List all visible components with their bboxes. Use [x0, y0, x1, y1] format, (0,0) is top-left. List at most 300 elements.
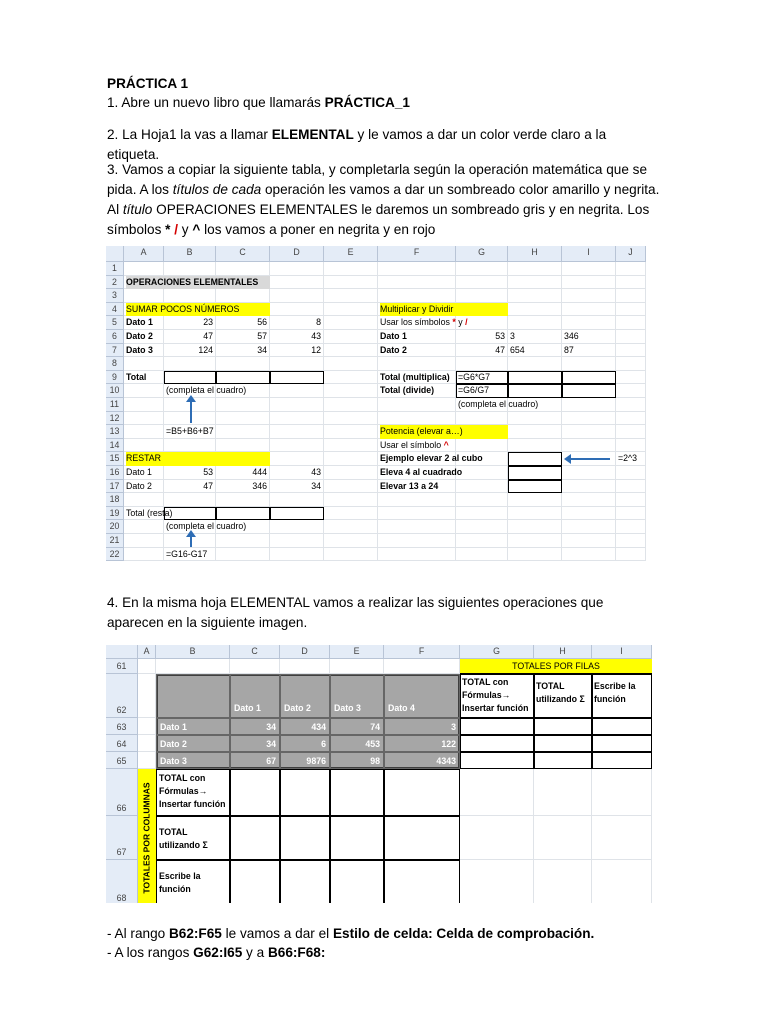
totales-filas-cell[interactable]: [460, 735, 534, 752]
column-header-i[interactable]: I: [592, 645, 652, 659]
grid-cell[interactable]: [270, 357, 324, 371]
row-header-4[interactable]: 4: [106, 303, 124, 317]
row-header-10[interactable]: 10: [106, 384, 124, 398]
column-header-e[interactable]: E: [324, 246, 378, 262]
grid-cell[interactable]: [324, 330, 378, 344]
row-header-68[interactable]: 68: [106, 860, 138, 903]
grid-cell[interactable]: [270, 520, 324, 534]
grid-cell[interactable]: [138, 674, 156, 718]
grid-cell[interactable]: [508, 303, 562, 317]
grid-cell[interactable]: [324, 303, 378, 317]
grid-cell[interactable]: [616, 262, 646, 276]
row-header-11[interactable]: 11: [106, 398, 124, 412]
row-header-7[interactable]: 7: [106, 344, 124, 358]
totales-filas-cell[interactable]: [534, 718, 592, 735]
grid-cell[interactable]: [456, 412, 508, 426]
column-header-f[interactable]: F: [378, 246, 456, 262]
grid-cell[interactable]: [216, 357, 270, 371]
totales-columnas-cell[interactable]: [384, 816, 460, 860]
step-3-text-f: los vamos a poner en negrita y en rojo: [200, 222, 436, 237]
grid-cell[interactable]: [124, 412, 164, 426]
label-elevar-13: Elevar 13 a 24: [380, 480, 439, 491]
grid-cell[interactable]: [230, 659, 280, 674]
grid-cell[interactable]: [508, 357, 562, 371]
grid-cell[interactable]: [508, 316, 562, 330]
grid-cell[interactable]: [460, 860, 534, 903]
grid-cell[interactable]: [616, 316, 646, 330]
potencia-input-box[interactable]: [508, 452, 562, 466]
grid-cell[interactable]: [616, 480, 646, 494]
grid-cell[interactable]: [124, 262, 164, 276]
grid-cell[interactable]: [324, 289, 378, 303]
step-1-text: 1. Abre un nuevo libro que llamarás: [107, 95, 325, 110]
grid-cell[interactable]: [124, 548, 164, 562]
grid-cell[interactable]: [616, 384, 646, 398]
grid-cell[interactable]: [164, 439, 216, 453]
potencia-input-box[interactable]: [508, 480, 562, 494]
grid-cell[interactable]: [616, 289, 646, 303]
row-header-17[interactable]: 17: [106, 480, 124, 494]
grid-cell[interactable]: [164, 262, 216, 276]
column-header-j[interactable]: J: [616, 246, 646, 262]
grid-cell[interactable]: [456, 357, 508, 371]
value-cell[interactable]: 34: [230, 735, 280, 752]
grid-cell[interactable]: [324, 384, 378, 398]
grid-cell[interactable]: [124, 534, 164, 548]
cell-text-line: TOTAL: [159, 827, 188, 837]
row-header-22[interactable]: 22: [106, 548, 124, 562]
grid-cell[interactable]: [378, 276, 456, 290]
grid-cell[interactable]: [270, 398, 324, 412]
label-total: Total: [126, 371, 147, 382]
column-header-c[interactable]: C: [216, 246, 270, 262]
mult-value: 654: [510, 344, 525, 355]
row-header-2[interactable]: 2: [106, 276, 124, 290]
grid-cell[interactable]: [562, 534, 616, 548]
label-escribe-funcion: [159, 870, 227, 903]
grid-cell[interactable]: [508, 548, 562, 562]
sum-value: 12: [311, 344, 321, 355]
grid-cell[interactable]: [384, 659, 460, 674]
mult-input-box[interactable]: [562, 371, 616, 385]
mult-input-box[interactable]: [508, 384, 562, 398]
sum-value: 56: [257, 317, 267, 328]
grid-cell[interactable]: [508, 289, 562, 303]
total-input-box[interactable]: [164, 371, 216, 385]
column-header-f[interactable]: F: [384, 645, 460, 659]
usar-simbolos-part: Usar los símbolos: [380, 317, 453, 328]
row-header-9[interactable]: 9: [106, 371, 124, 385]
total-resta-input-box[interactable]: [164, 507, 216, 521]
total-input-box[interactable]: [270, 371, 324, 385]
grid-cell[interactable]: [270, 262, 324, 276]
column-header-i[interactable]: I: [562, 246, 616, 262]
step-3: [107, 160, 662, 240]
grid-cell[interactable]: [456, 493, 508, 507]
grid-cell[interactable]: [324, 466, 378, 480]
grid-cell[interactable]: [324, 520, 378, 534]
mult-input-box[interactable]: [508, 371, 562, 385]
column-header-h[interactable]: H: [534, 645, 592, 659]
totales-columnas-cell[interactable]: [280, 769, 330, 816]
row-header-62[interactable]: 62: [106, 674, 138, 718]
rest-value: 47: [203, 480, 213, 491]
grid-cell[interactable]: [508, 425, 562, 439]
grid-cell[interactable]: [324, 534, 378, 548]
bullet-1: [107, 924, 662, 944]
grid-cell[interactable]: [456, 520, 508, 534]
title-multiplicar-dividir: Multiplicar y Dividir: [380, 303, 508, 317]
grid-cell[interactable]: [616, 493, 646, 507]
grid-cell[interactable]: [616, 371, 646, 385]
value-cell[interactable]: 9876: [280, 752, 330, 769]
row-header-67[interactable]: 67: [106, 816, 138, 860]
grid-cell[interactable]: [270, 452, 324, 466]
row-header-8[interactable]: 8: [106, 357, 124, 371]
grid-cell[interactable]: [378, 289, 456, 303]
row-header-65[interactable]: 65: [106, 752, 138, 769]
header-total-formulas: [462, 676, 532, 716]
grid-cell[interactable]: [270, 384, 324, 398]
grid-cell[interactable]: [324, 480, 378, 494]
column-header-c[interactable]: C: [230, 645, 280, 659]
totales-filas-cell[interactable]: [460, 718, 534, 735]
grid-cell[interactable]: [378, 398, 456, 412]
grid-cell[interactable]: [616, 412, 646, 426]
step-2-text-b: y le vamos a dar un color verde claro a la etiqueta.: [107, 127, 607, 162]
grid-cell[interactable]: [138, 752, 156, 769]
row-header-16[interactable]: 16: [106, 466, 124, 480]
bullet-1-style: Estilo de celda: Celda de comprobación.: [332, 926, 595, 941]
grid-cell[interactable]: [562, 493, 616, 507]
grid-cell[interactable]: [124, 398, 164, 412]
step-2: [107, 125, 662, 165]
totales-filas-cell[interactable]: [592, 718, 652, 735]
mult-input-box[interactable]: [562, 384, 616, 398]
grid-cell[interactable]: [216, 493, 270, 507]
row-header-64[interactable]: 64: [106, 735, 138, 752]
grid-cell[interactable]: [508, 276, 562, 290]
grid-cell[interactable]: [324, 357, 378, 371]
grid-cell[interactable]: [562, 425, 616, 439]
grid-cell[interactable]: [508, 534, 562, 548]
grid-cell[interactable]: [138, 735, 156, 752]
value-cell[interactable]: 453: [330, 735, 384, 752]
grid-cell[interactable]: [508, 520, 562, 534]
mult-value: 3: [510, 331, 515, 341]
value-cell[interactable]: 434: [280, 718, 330, 735]
cell-text-line: TOTAL con: [159, 773, 206, 783]
value-cell[interactable]: 67: [230, 752, 280, 769]
column-header-a[interactable]: A: [124, 246, 164, 262]
grid-cell[interactable]: [324, 425, 378, 439]
total-resta-input-box[interactable]: [270, 507, 324, 521]
grid-cell[interactable]: [378, 520, 456, 534]
grid-cell[interactable]: [562, 398, 616, 412]
grid-cell[interactable]: [616, 357, 646, 371]
grid-cell[interactable]: [164, 289, 216, 303]
usar-simbolo-part: ^: [443, 439, 449, 450]
grid-cell[interactable]: [562, 548, 616, 562]
grid-cell[interactable]: [616, 276, 646, 290]
grid-cell[interactable]: [592, 860, 652, 903]
value-cell[interactable]: 3: [384, 718, 460, 735]
value-cell[interactable]: 34: [230, 718, 280, 735]
column-header-g[interactable]: G: [460, 645, 534, 659]
totales-filas-cell[interactable]: [534, 735, 592, 752]
step-3-symbol-caret: ^: [192, 222, 201, 237]
totales-columnas-cell[interactable]: [384, 860, 460, 903]
grid-cell[interactable]: [324, 316, 378, 330]
grid-cell[interactable]: [324, 398, 378, 412]
select-all-corner[interactable]: [106, 645, 138, 659]
grid-cell[interactable]: [324, 507, 378, 521]
grid-cell[interactable]: [562, 520, 616, 534]
grid-cell[interactable]: [378, 262, 456, 276]
grid-cell[interactable]: [562, 466, 616, 480]
column-header-b[interactable]: B: [156, 645, 230, 659]
grid-cell[interactable]: [216, 262, 270, 276]
arrow-left-icon: [570, 458, 610, 460]
grid-cell[interactable]: [456, 289, 508, 303]
grid-cell[interactable]: [270, 534, 324, 548]
grid-cell[interactable]: [456, 507, 508, 521]
title-sumar: SUMAR POCOS NÚMEROS: [126, 303, 270, 317]
grid-cell[interactable]: [616, 398, 646, 412]
grid-cell[interactable]: [216, 289, 270, 303]
totales-columnas-cell[interactable]: [230, 860, 280, 903]
row-header-21[interactable]: 21: [106, 534, 124, 548]
grid-cell[interactable]: [562, 303, 616, 317]
totales-filas-cell[interactable]: [460, 752, 534, 769]
grid-cell[interactable]: [216, 439, 270, 453]
grid-cell[interactable]: [270, 493, 324, 507]
grid-cell[interactable]: [270, 276, 324, 290]
column-header-h[interactable]: H: [508, 246, 562, 262]
totales-columnas-cell[interactable]: [280, 860, 330, 903]
potencia-input-box[interactable]: [508, 466, 562, 480]
row-header-12[interactable]: 12: [106, 412, 124, 426]
grid-cell[interactable]: [456, 262, 508, 276]
step-3-text-c: OPERACIONES ELEMENTALES le daremos un sombreado gris y en negrita. Los símbolos: [107, 202, 650, 237]
grid-cell[interactable]: [378, 412, 456, 426]
grid-cell[interactable]: [616, 344, 646, 358]
row-header-63[interactable]: 63: [106, 718, 138, 735]
select-all-corner[interactable]: [106, 246, 124, 262]
grid-cell[interactable]: [378, 534, 456, 548]
cell-text-line: Fórmulas→: [159, 786, 208, 796]
grid-cell[interactable]: [124, 520, 164, 534]
value-cell[interactable]: 98: [330, 752, 384, 769]
arrow-up-icon: [190, 535, 192, 547]
grid-cell[interactable]: [324, 371, 378, 385]
grid-cell[interactable]: [562, 439, 616, 453]
grid-cell[interactable]: [270, 412, 324, 426]
label-eleva-cuadrado: Eleva 4 al cuadrado: [380, 467, 463, 477]
value-cell[interactable]: 4343: [384, 752, 460, 769]
grid-cell[interactable]: [164, 493, 216, 507]
grid-cell[interactable]: [280, 659, 330, 674]
grid-cell[interactable]: [216, 398, 270, 412]
grid-cell[interactable]: [324, 276, 378, 290]
row-header-14[interactable]: 14: [106, 439, 124, 453]
mult-value: 47: [495, 344, 505, 355]
row-label-dato-3: Dato 3: [156, 752, 230, 769]
row-header-66[interactable]: 66: [106, 769, 138, 816]
formula-div: =G6/G7: [458, 385, 490, 396]
sum-value: 43: [311, 331, 321, 341]
sum-value: 34: [257, 344, 267, 355]
grid-cell[interactable]: [456, 276, 508, 290]
bullet-2: [107, 943, 662, 963]
grid-cell[interactable]: [324, 412, 378, 426]
grid-cell[interactable]: [324, 262, 378, 276]
grid-cell[interactable]: [616, 303, 646, 317]
grid-cell[interactable]: [156, 659, 230, 674]
bullet-1-text-c: le vamos a dar el: [221, 926, 333, 941]
grid-cell[interactable]: [216, 534, 270, 548]
grid-cell[interactable]: [562, 357, 616, 371]
grid-cell[interactable]: [592, 816, 652, 860]
column-header-g[interactable]: G: [456, 246, 508, 262]
grid-cell[interactable]: [616, 534, 646, 548]
grid-cell[interactable]: [508, 493, 562, 507]
grid-cell[interactable]: [164, 357, 216, 371]
grid-cell[interactable]: [562, 289, 616, 303]
grid-cell[interactable]: [562, 276, 616, 290]
grid-cell[interactable]: [124, 384, 164, 398]
row-header-3[interactable]: 3: [106, 289, 124, 303]
totales-filas-cell[interactable]: [592, 752, 652, 769]
grid-cell[interactable]: [562, 412, 616, 426]
formula-mult: =G6*G7: [458, 371, 491, 382]
row-header-20[interactable]: 20: [106, 520, 124, 534]
grid-cell[interactable]: [378, 507, 456, 521]
grid-cell[interactable]: [616, 507, 646, 521]
grid-cell[interactable]: [616, 466, 646, 480]
grid-cell[interactable]: [124, 493, 164, 507]
grid-cell[interactable]: [138, 659, 156, 674]
hint-completa-restar: (completa el cuadro): [166, 521, 247, 532]
bullet-1-text-a: - Al rango: [107, 926, 169, 941]
grid-cell[interactable]: [508, 262, 562, 276]
grid-cell[interactable]: [124, 425, 164, 439]
totales-columnas-cell[interactable]: [230, 816, 280, 860]
grid-cell[interactable]: [460, 769, 534, 816]
grid-cell[interactable]: [324, 439, 378, 453]
grid-cell[interactable]: [508, 439, 562, 453]
totales-filas-cell[interactable]: [592, 735, 652, 752]
grid-cell[interactable]: [378, 493, 456, 507]
grid-cell[interactable]: [270, 303, 324, 317]
value-cell[interactable]: 74: [330, 718, 384, 735]
totales-por-filas-title: TOTALES POR FILAS: [460, 659, 652, 674]
row-header-6[interactable]: 6: [106, 330, 124, 344]
sum-value: 8: [316, 317, 321, 328]
total-resta-input-box[interactable]: [216, 507, 270, 521]
grid-cell[interactable]: [216, 412, 270, 426]
grid-cell[interactable]: [562, 480, 616, 494]
grid-cell[interactable]: [330, 659, 384, 674]
grid-cell[interactable]: [456, 534, 508, 548]
step-3-text-b: operación les vamos a dar un sombreado color amarillo y negrita. Al: [107, 182, 660, 217]
grid-cell[interactable]: [378, 357, 456, 371]
column-header-d[interactable]: D: [270, 246, 324, 262]
usar-simbolos-part: /: [465, 317, 468, 328]
step-3-text-a: 3. Vamos a copiar la siguiente tabla, y completarla según la operación matemática que se pida. A los: [107, 162, 648, 197]
grid-cell[interactable]: [324, 548, 378, 562]
grid-cell[interactable]: [324, 452, 378, 466]
grid-cell[interactable]: [562, 316, 616, 330]
grid-cell[interactable]: [324, 344, 378, 358]
grid-cell[interactable]: [592, 769, 652, 816]
row-header-18[interactable]: 18: [106, 493, 124, 507]
label-usar-simbolos: [380, 316, 498, 330]
grid-cell[interactable]: [124, 439, 164, 453]
grid-cell[interactable]: [616, 330, 646, 344]
totales-columnas-cell[interactable]: [384, 769, 460, 816]
grid-cell[interactable]: [534, 816, 592, 860]
grid-cell[interactable]: [616, 439, 646, 453]
row-header-5[interactable]: 5: [106, 316, 124, 330]
grid-cell[interactable]: [508, 507, 562, 521]
totales-columnas-cell[interactable]: [330, 769, 384, 816]
grid-cell[interactable]: [616, 548, 646, 562]
grid-cell[interactable]: [124, 289, 164, 303]
step-1-bold: PRÁCTICA_1: [324, 95, 410, 110]
row-header-15[interactable]: 15: [106, 452, 124, 466]
cell-text-line: función: [594, 694, 626, 704]
value-cell[interactable]: 122: [384, 735, 460, 752]
row-header-13[interactable]: 13: [106, 425, 124, 439]
grid-cell[interactable]: [562, 262, 616, 276]
grid-cell[interactable]: [124, 357, 164, 371]
totales-columnas-cell[interactable]: [330, 816, 384, 860]
grid-cell[interactable]: [456, 548, 508, 562]
column-header-d[interactable]: D: [280, 645, 330, 659]
row-header-1[interactable]: 1: [106, 262, 124, 276]
totales-columnas-cell[interactable]: [330, 860, 384, 903]
totales-columnas-cell[interactable]: [280, 816, 330, 860]
column-header-e[interactable]: E: [330, 645, 384, 659]
bullet-2-text-c: y a: [242, 945, 268, 960]
total-input-box[interactable]: [216, 371, 270, 385]
grid-cell[interactable]: [616, 425, 646, 439]
grid-cell[interactable]: [378, 548, 456, 562]
title-restar: RESTAR: [126, 452, 270, 466]
grid-cell[interactable]: [460, 816, 534, 860]
grid-cell[interactable]: [562, 507, 616, 521]
cell-text-line: TOTAL con: [462, 677, 509, 687]
grid-cell[interactable]: [270, 289, 324, 303]
grid-cell[interactable]: [138, 718, 156, 735]
grid-cell[interactable]: [534, 769, 592, 816]
grid-cell[interactable]: [270, 425, 324, 439]
grid-cell[interactable]: [270, 439, 324, 453]
totales-columnas-cell[interactable]: [230, 769, 280, 816]
row-header-19[interactable]: 19: [106, 507, 124, 521]
grid-cell[interactable]: [534, 860, 592, 903]
row-header-61[interactable]: 61: [106, 659, 138, 674]
grid-cell[interactable]: [324, 493, 378, 507]
totales-filas-cell[interactable]: [534, 752, 592, 769]
column-header-a[interactable]: A: [138, 645, 156, 659]
grid-cell[interactable]: [616, 520, 646, 534]
grid-cell[interactable]: [270, 548, 324, 562]
grid-cell[interactable]: [508, 412, 562, 426]
column-header-b[interactable]: B: [164, 246, 216, 262]
value-cell[interactable]: 6: [280, 735, 330, 752]
